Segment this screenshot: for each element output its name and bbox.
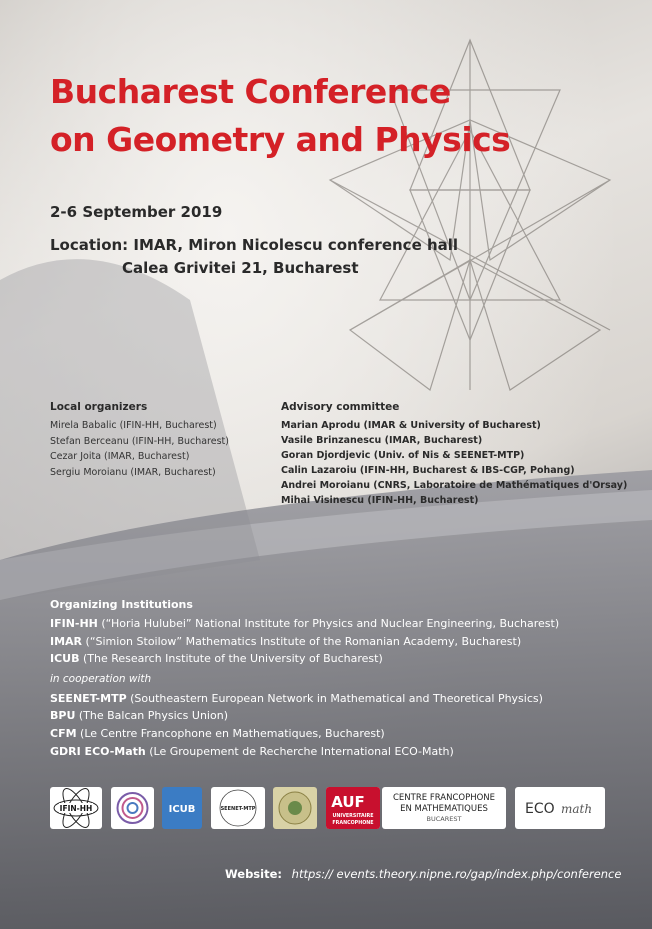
advisor-item: Goran Djordjevic (Univ. of Nis & SEENET-MTP) <box>281 450 525 461</box>
title-line-1: Bucharest Conference <box>50 72 451 111</box>
advisor-item: Vasile Brinzanescu (IMAR, Bucharest) <box>281 435 483 446</box>
svg-text:UNIVERSITAIRE: UNIVERSITAIRE <box>332 814 374 819</box>
local-organizers <box>50 401 229 480</box>
organizer-item: Stefan Berceanu (IFIN-HH, Bucharest) <box>50 435 229 447</box>
eco-math-logo <box>515 787 605 829</box>
partner-abbr: GDRI ECO-Math <box>50 744 146 758</box>
auf-logo <box>326 787 380 829</box>
title-line-2: on Geometry and Physics <box>50 120 511 159</box>
svg-text:EN MATHEMATIQUES: EN MATHEMATIQUES <box>400 804 488 814</box>
svg-text:ECO: ECO <box>525 801 555 817</box>
institution-abbr: IMAR <box>50 634 83 648</box>
advisor-item: Mihai Visinescu (IFIN-HH, Bucharest) <box>281 495 479 506</box>
cooperation-label: in cooperation with <box>50 672 152 685</box>
partner-abbr: BPU <box>50 709 76 723</box>
svg-text:CENTRE FRANCOPHONE: CENTRE FRANCOPHONE <box>392 793 496 803</box>
location-line-2: Calea Grivitei 21, Bucharest <box>122 259 359 277</box>
institution-desc: (“Horia Hulubei” National Institute for Physics and Nuclear Engineering, Bucharest) <box>97 617 560 630</box>
partner-row <box>50 743 559 761</box>
organizing-heading: Organizing Institutions <box>50 598 193 611</box>
website-link[interactable]: https:// events.theory.nipne.ro/gap/index.php/conference <box>291 867 622 881</box>
local-organizers-heading: Local organizers <box>50 401 148 413</box>
conference-title <box>50 68 510 164</box>
partner-desc: (Le Centre Francophone en Mathematiques, Bucharest) <box>76 726 385 740</box>
partner-desc: (Southeastern European Network in Mathematical and Theoretical Physics) <box>126 691 543 705</box>
advisory-heading: Advisory committee <box>281 401 400 413</box>
sponsor-logos <box>50 787 605 829</box>
svg-text:IFIN-HH: IFIN-HH <box>59 804 93 813</box>
seenet-mtp-logo <box>211 787 265 829</box>
advisor-item: Calin Lazaroiu (IFIN-HH, Bucharest & IBS-CGP, Pohang) <box>281 465 575 476</box>
website-label: Website: <box>225 867 282 881</box>
institution-desc: (“Simion Stoilow” Mathematics Institute of the Romanian Academy, Bucharest) <box>82 634 522 648</box>
organizing-institutions <box>50 598 559 760</box>
partner-desc: (The Balcan Physics Union) <box>75 709 228 723</box>
svg-text:BUCAREST: BUCAREST <box>426 815 462 823</box>
organizer-item: Sergiu Moroianu (IMAR, Bucharest) <box>50 466 216 478</box>
institution-desc: (The Research Institute of the University of Bucharest) <box>79 652 383 666</box>
icub-logo <box>162 787 202 829</box>
svg-text:FRANCOPHONE: FRANCOPHONE <box>332 821 374 826</box>
institution-row <box>50 633 559 651</box>
organizer-item: Mirela Babalic (IFIN-HH, Bucharest) <box>50 420 217 431</box>
partner-row <box>50 707 559 725</box>
partner-row <box>50 690 559 708</box>
svg-text:AUF: AUF <box>331 793 365 811</box>
partner-abbr: SEENET-MTP <box>50 691 127 705</box>
institution-abbr: ICUB <box>50 652 80 666</box>
advisor-item: Marian Aprodu (IMAR & University of Bucharest) <box>281 420 541 431</box>
location-line-1: Location: IMAR, Miron Nicolescu conference hall <box>50 236 459 254</box>
advisory-committee <box>281 401 627 508</box>
institution-row <box>50 650 559 668</box>
ifin-hh-logo <box>50 787 102 829</box>
svg-text:math: math <box>561 802 593 816</box>
partner-desc: (Le Groupement de Recherche International ECO-Math) <box>145 744 454 758</box>
institution-abbr: IFIN-HH <box>50 617 98 630</box>
advisor-item: Andrei Moroianu (CNRS, Laboratoire de Mathématiques d'Orsay) <box>281 480 628 491</box>
partner-abbr: CFM <box>50 726 77 740</box>
bpu-logo <box>273 787 317 829</box>
organizer-item: Cezar Joita (IMAR, Bucharest) <box>50 451 190 462</box>
website-line <box>225 867 621 881</box>
cfm-logo <box>382 787 506 829</box>
svg-text:SEENET-MTP: SEENET-MTP <box>220 806 256 812</box>
partner-row <box>50 725 559 743</box>
imar-logo <box>111 787 154 829</box>
institution-row <box>50 615 559 633</box>
svg-text:ICUB: ICUB <box>168 804 196 815</box>
conference-dates: 2-6 September 2019 <box>50 203 223 221</box>
